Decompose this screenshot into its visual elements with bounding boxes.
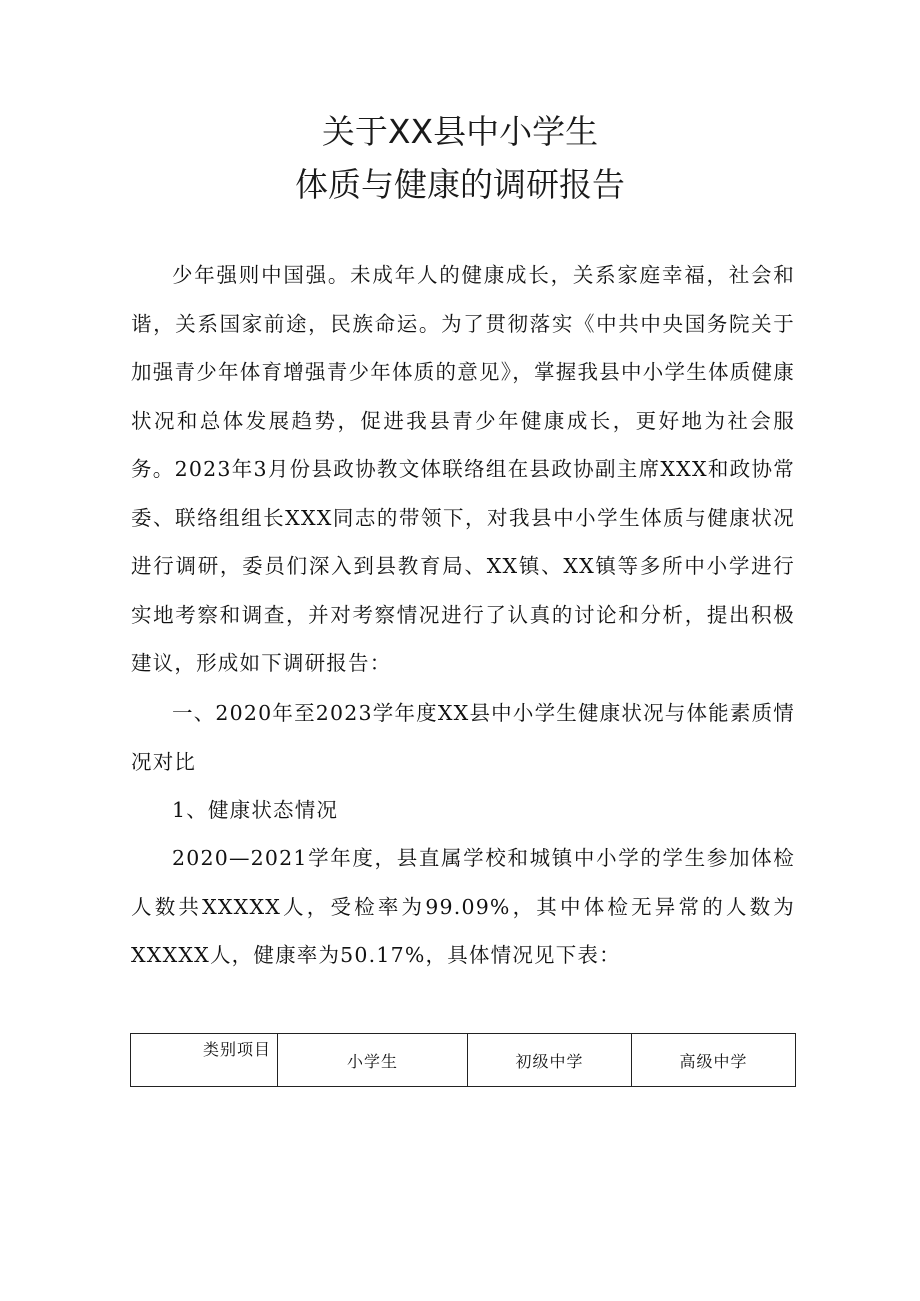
table-header-row [131, 1034, 796, 1087]
report-title-line-2: 体质与健康的调研报告 [295, 165, 625, 204]
subsection-heading-1: 1、健康状态情况 [172, 798, 339, 822]
health-status-paragraph: 2020—2021学年度，县直属学校和城镇中小学的学生参加体检人数共XXXXX人，受检率为99.09%，其中体检无异常的人数为XXXXX人，健康率为50.17%，具体情况见下表： [131, 846, 795, 967]
health-table [130, 1033, 796, 1087]
table-header-junior-high: 初级中学 [468, 1034, 632, 1087]
table-header-senior-high: 高级中学 [632, 1034, 796, 1087]
health-table-grid [130, 1033, 796, 1087]
report-title-line-1: 关于XX县中小学生 [321, 112, 599, 151]
table-header-category: 类别项目 [131, 1034, 278, 1087]
table-header-primary: 小学生 [278, 1034, 468, 1087]
intro-paragraph: 少年强则中国强。未成年人的健康成长，关系家庭幸福，社会和谐，关系国家前途，民族命运。为了贯彻落实《中共中央国务院关于加强青少年体育增强青少年体质的意见》，掌握我县中小学生体质健康状况和总体发展趋势，促进我县青少年健康成长，更好地为社会服务。2023年3月份县政协教文体联络组在县政协副主席XXX和政协常委、联络组组长XXX同志的带领下，对我县中小学生体质与健康状况进行调研，委员们深入到县教育局、XX镇、XX镇等多所中小学进行实地考察和调查，并对考察情况进行了认真的讨论和分析，提出积极建议，形成如下调研报告： [131, 263, 795, 675]
section-heading-1: 一、2020年至2023学年度XX县中小学生健康状况与体能素质情况对比 [131, 701, 795, 774]
